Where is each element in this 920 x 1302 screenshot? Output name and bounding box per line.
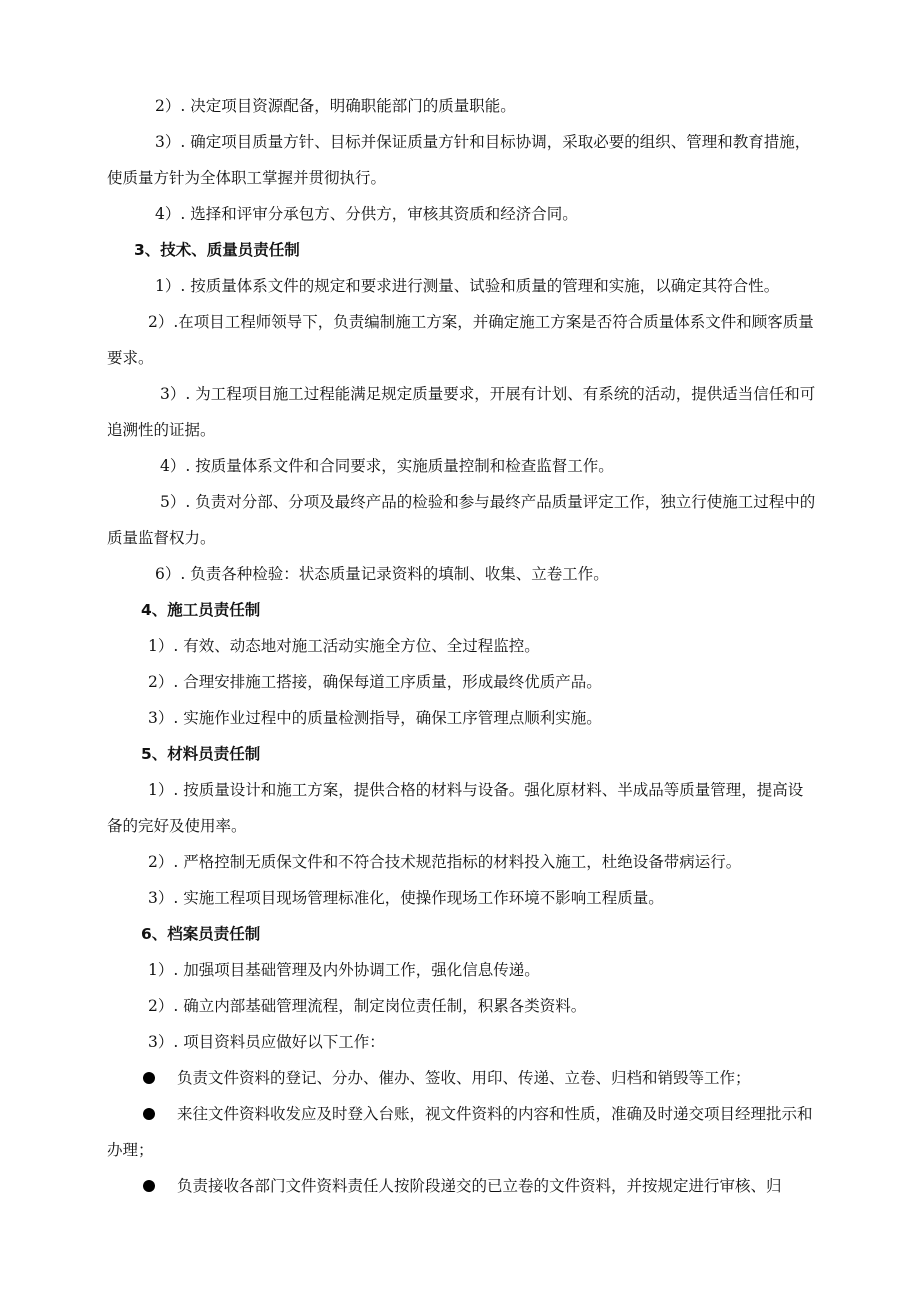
paragraph: 6）. 负责各种检验：状态质量记录资料的填制、收集、立卷工作。 (155, 565, 609, 583)
paragraph: 3）. 确定项目质量方针、目标并保证质量方针和目标协调，采取必要的组织、管理和教育措施，使质量方针为全体职工掌握并贯彻执行。 (107, 133, 811, 187)
paragraph: 4）. 按质量体系文件和合同要求，实施质量控制和检查监督工作。 (160, 457, 614, 475)
bullet-item: 负责文件资料的登记、分办、催办、签收、用印、传递、立卷、归档和销毁等工作； (107, 1060, 817, 1096)
bullet-dot-icon (143, 1108, 155, 1120)
paragraph: 2）. 严格控制无质保文件和不符合技术规范指标的材料投入施工，杜绝设备带病运行。 (148, 853, 742, 871)
paragraph: 5）. 负责对分部、分项及最终产品的检验和参与最终产品质量评定工作，独立行使施工过程中的质量监督权力。 (107, 493, 816, 547)
paragraph: 2）. 决定项目资源配备，明确职能部门的质量职能。 (155, 97, 516, 115)
paragraph: 2）.在项目工程师领导下，负责编制施工方案，并确定施工方案是否符合质量体系文件和顾客质量要求。 (107, 313, 814, 367)
bullet-item: 来往文件资料收发应及时登入台账，视文件资料的内容和性质，准确及时递交项目经理批示和办理； (107, 1105, 813, 1159)
paragraph: 3）. 项目资料员应做好以下工作： (148, 1033, 385, 1051)
paragraph: 3）. 为工程项目施工过程能满足规定质量要求，开展有计划、有系统的活动，提供适当信任和可追溯性的证据。 (107, 385, 816, 439)
section-heading: 4、施工员责任制 (141, 601, 261, 619)
paragraph: 1）. 加强项目基础管理及内外协调工作，强化信息传递。 (148, 961, 540, 979)
paragraph: 1）. 按质量体系文件的规定和要求进行测量、试验和质量的管理和实施，以确定其符合性。 (155, 277, 780, 295)
paragraph: 1）. 有效、动态地对施工活动实施全方位、全过程监控。 (148, 637, 540, 655)
section-heading: 6、档案员责任制 (141, 925, 261, 943)
paragraph: 2）. 合理安排施工搭接，确保每道工序质量，形成最终优质产品。 (148, 673, 602, 691)
paragraph: 4）. 选择和评审分承包方、分供方，审核其资质和经济合同。 (155, 205, 578, 223)
section-heading: 5、材料员责任制 (141, 745, 261, 763)
paragraph: 2）. 确立内部基础管理流程，制定岗位责任制，积累各类资料。 (148, 997, 587, 1015)
section-heading: 3、技术、质量员责任制 (134, 241, 300, 259)
paragraph: 3）. 实施作业过程中的质量检测指导，确保工序管理点顺利实施。 (148, 709, 602, 727)
paragraph: 3）. 实施工程项目现场管理标准化，使操作现场工作环境不影响工程质量。 (148, 889, 664, 907)
bullet-dot-icon (143, 1072, 155, 1084)
bullet-dot-icon (143, 1180, 155, 1192)
paragraph: 1）. 按质量设计和施工方案，提供合格的材料与设备。强化原材料、半成品等质量管理，提高设备的完好及使用率。 (107, 781, 804, 835)
bullet-item: 负责接收各部门文件资料责任人按阶段递交的已立卷的文件资料，并按规定进行审核、归 (107, 1168, 817, 1204)
